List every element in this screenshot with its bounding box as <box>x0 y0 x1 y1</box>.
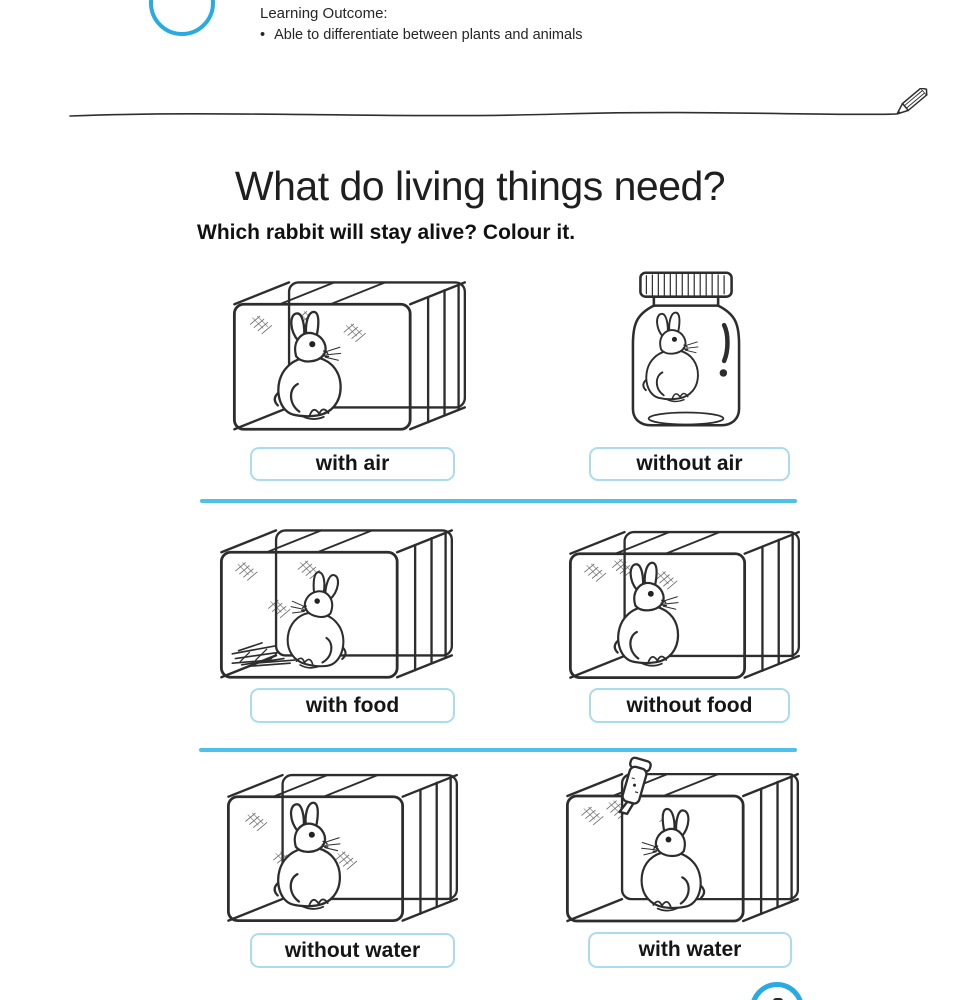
row-divider <box>200 499 797 503</box>
cage-illustration <box>234 282 464 429</box>
hatch-marks <box>235 562 257 580</box>
learning-outcome-title: Learning Outcome: <box>260 5 388 22</box>
cage-illustration <box>570 532 798 678</box>
label-text: with food <box>305 693 400 717</box>
cage-illustration <box>228 775 456 921</box>
hand-drawn-divider <box>0 88 960 140</box>
hatch-marks <box>584 564 606 582</box>
section-number-badge <box>149 0 215 36</box>
illustration-with-food[interactable] <box>212 512 462 698</box>
illustration-with-water[interactable] <box>558 750 808 942</box>
label-text: with water <box>638 938 742 961</box>
rabbit-illustration <box>643 313 698 402</box>
learning-outcome-text: Able to differentiate between plants and animals <box>274 27 583 43</box>
instruction-text: Which rabbit will stay alive? Colour it. <box>197 221 576 244</box>
hatch-marks <box>268 600 290 618</box>
label-with-air <box>250 447 455 481</box>
hatch-marks <box>250 316 272 334</box>
label-without-air <box>589 447 790 481</box>
label-text: without water <box>284 938 421 962</box>
illustration-without-water[interactable] <box>218 758 468 940</box>
illustration-without-food[interactable] <box>560 515 810 697</box>
bullet-glyph: • <box>260 27 266 43</box>
label-with-water <box>588 932 792 968</box>
label-without-water <box>250 933 455 968</box>
label-text: without food <box>626 693 753 717</box>
page-title: What do living things need? <box>234 163 726 209</box>
label-with-food <box>250 688 455 723</box>
label-without-food <box>589 688 790 723</box>
label-text: with air <box>315 452 390 475</box>
illustration-with-air[interactable] <box>225 262 475 452</box>
hatch-marks <box>344 324 366 342</box>
illustration-without-air[interactable] <box>615 260 757 444</box>
label-text: without air <box>636 452 743 475</box>
page-number-badge <box>750 982 804 1000</box>
hatch-marks <box>581 807 603 825</box>
rabbit-illustration <box>642 809 704 911</box>
learning-outcome-block <box>260 5 583 43</box>
learning-outcome-item <box>260 27 583 43</box>
rabbit-illustration <box>275 312 341 419</box>
pencil-icon <box>894 88 929 117</box>
hatch-marks <box>245 813 267 831</box>
